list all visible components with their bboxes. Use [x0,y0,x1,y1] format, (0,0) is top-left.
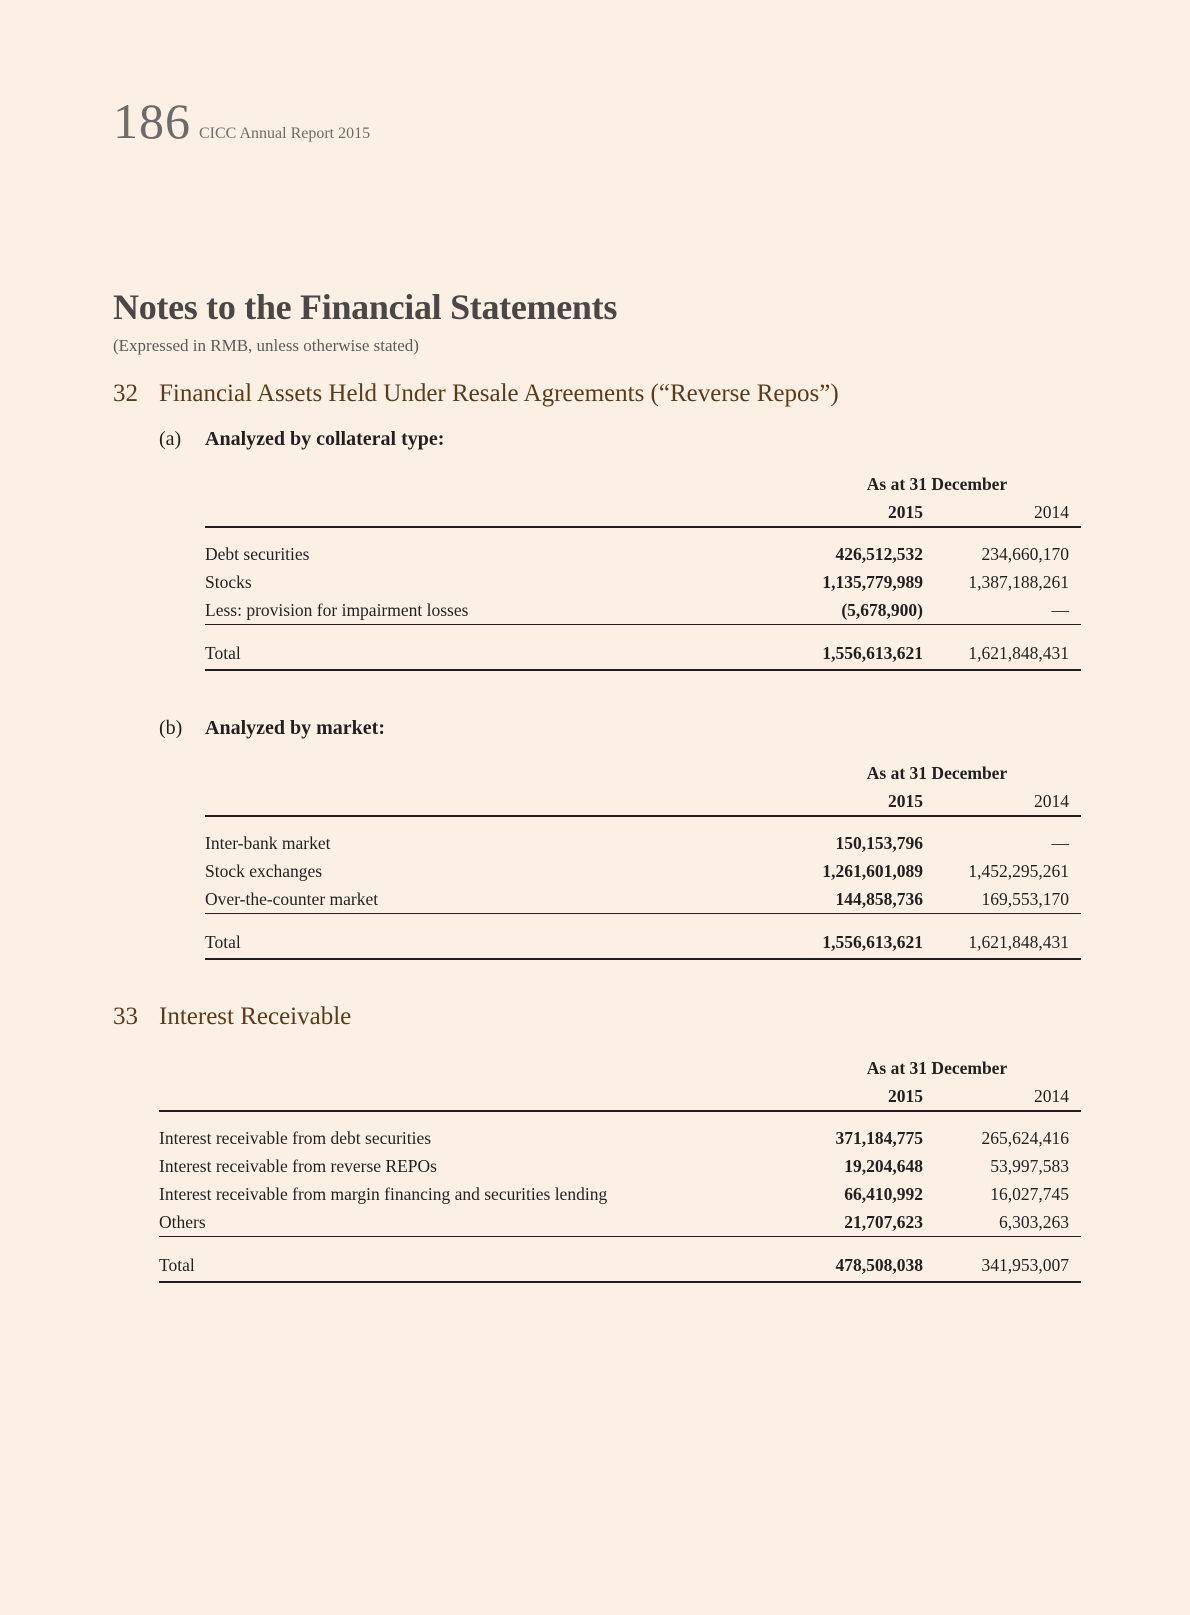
table-header-years [159,1082,1081,1111]
total-row: Total 1,556,613,621 1,621,848,431 [205,928,1081,959]
total-row: Total 1,556,613,621 1,621,848,431 [205,639,1081,670]
section-32a-heading [159,428,444,451]
header-rule [159,1111,1081,1124]
table-row: Interest receivable from margin financing and securities lending 66,410,992 16,027,745 [159,1184,1069,1204]
collateral-type-table [205,470,1081,671]
table-row: Interest receivable from reverse REPOs 19,204,648 53,997,583 [159,1156,1069,1176]
subsection-tag: (a) [159,428,182,450]
period-header: As at 31 December [866,763,1008,783]
year-2015-header: 2015 [888,791,923,811]
page-title: Notes to the Financial Statements [113,287,618,327]
year-2014-header: 2014 [1034,1086,1069,1106]
table-row: Over-the-counter market 144,858,736 169,553,170 [205,885,1081,914]
section-33-heading [113,1003,351,1031]
market-table [205,759,1081,960]
table-row: Stock exchanges 1,261,601,089 1,452,295,261 [205,861,1069,881]
year-2014-header: 2014 [1034,502,1069,522]
table-header-years [205,787,1081,816]
year-2015-header: 2015 [888,502,923,522]
page-number: 186 [113,93,191,149]
section-number: 32 [113,380,138,407]
interest-receivable-table [159,1054,1081,1283]
period-header: As at 31 December [866,1058,1008,1078]
year-2014-header: 2014 [1034,791,1069,811]
table-header-period [205,759,1081,787]
report-name: CICC Annual Report 2015 [199,125,371,142]
header-rule [205,816,1081,829]
table-header-period [205,470,1081,498]
section-title: Financial Assets Held Under Resale Agreements (“Reverse Repos”) [159,380,839,407]
period-header: As at 31 December [866,474,1008,494]
table-row: Inter-bank market 150,153,796 — [205,833,1069,853]
table-row: Others 21,707,623 6,303,263 [159,1208,1081,1237]
total-row: Total 478,508,038 341,953,007 [159,1251,1081,1282]
page-subtitle: (Expressed in RMB, unless otherwise stated) [113,336,419,355]
table-row: Less: provision for impairment losses (5,678,900) — [205,596,1081,625]
table-header-period [159,1054,1081,1082]
table-header-years [205,498,1081,527]
section-32-heading [113,380,839,408]
section-32b-heading [159,717,385,740]
year-2015-header: 2015 [888,1086,923,1106]
page-header [113,93,371,149]
table-row: Debt securities 426,512,532 234,660,170 [205,544,1069,564]
section-title: Interest Receivable [159,1003,352,1030]
section-number: 33 [113,1003,138,1030]
table-row: Interest receivable from debt securities 371,184,775 265,624,416 [159,1128,1069,1148]
subsection-title: Analyzed by market: [205,717,385,739]
subsection-title: Analyzed by collateral type: [205,428,445,450]
header-rule [205,527,1081,540]
subsection-tag: (b) [159,717,183,739]
table-row: Stocks 1,135,779,989 1,387,188,261 [205,572,1069,592]
